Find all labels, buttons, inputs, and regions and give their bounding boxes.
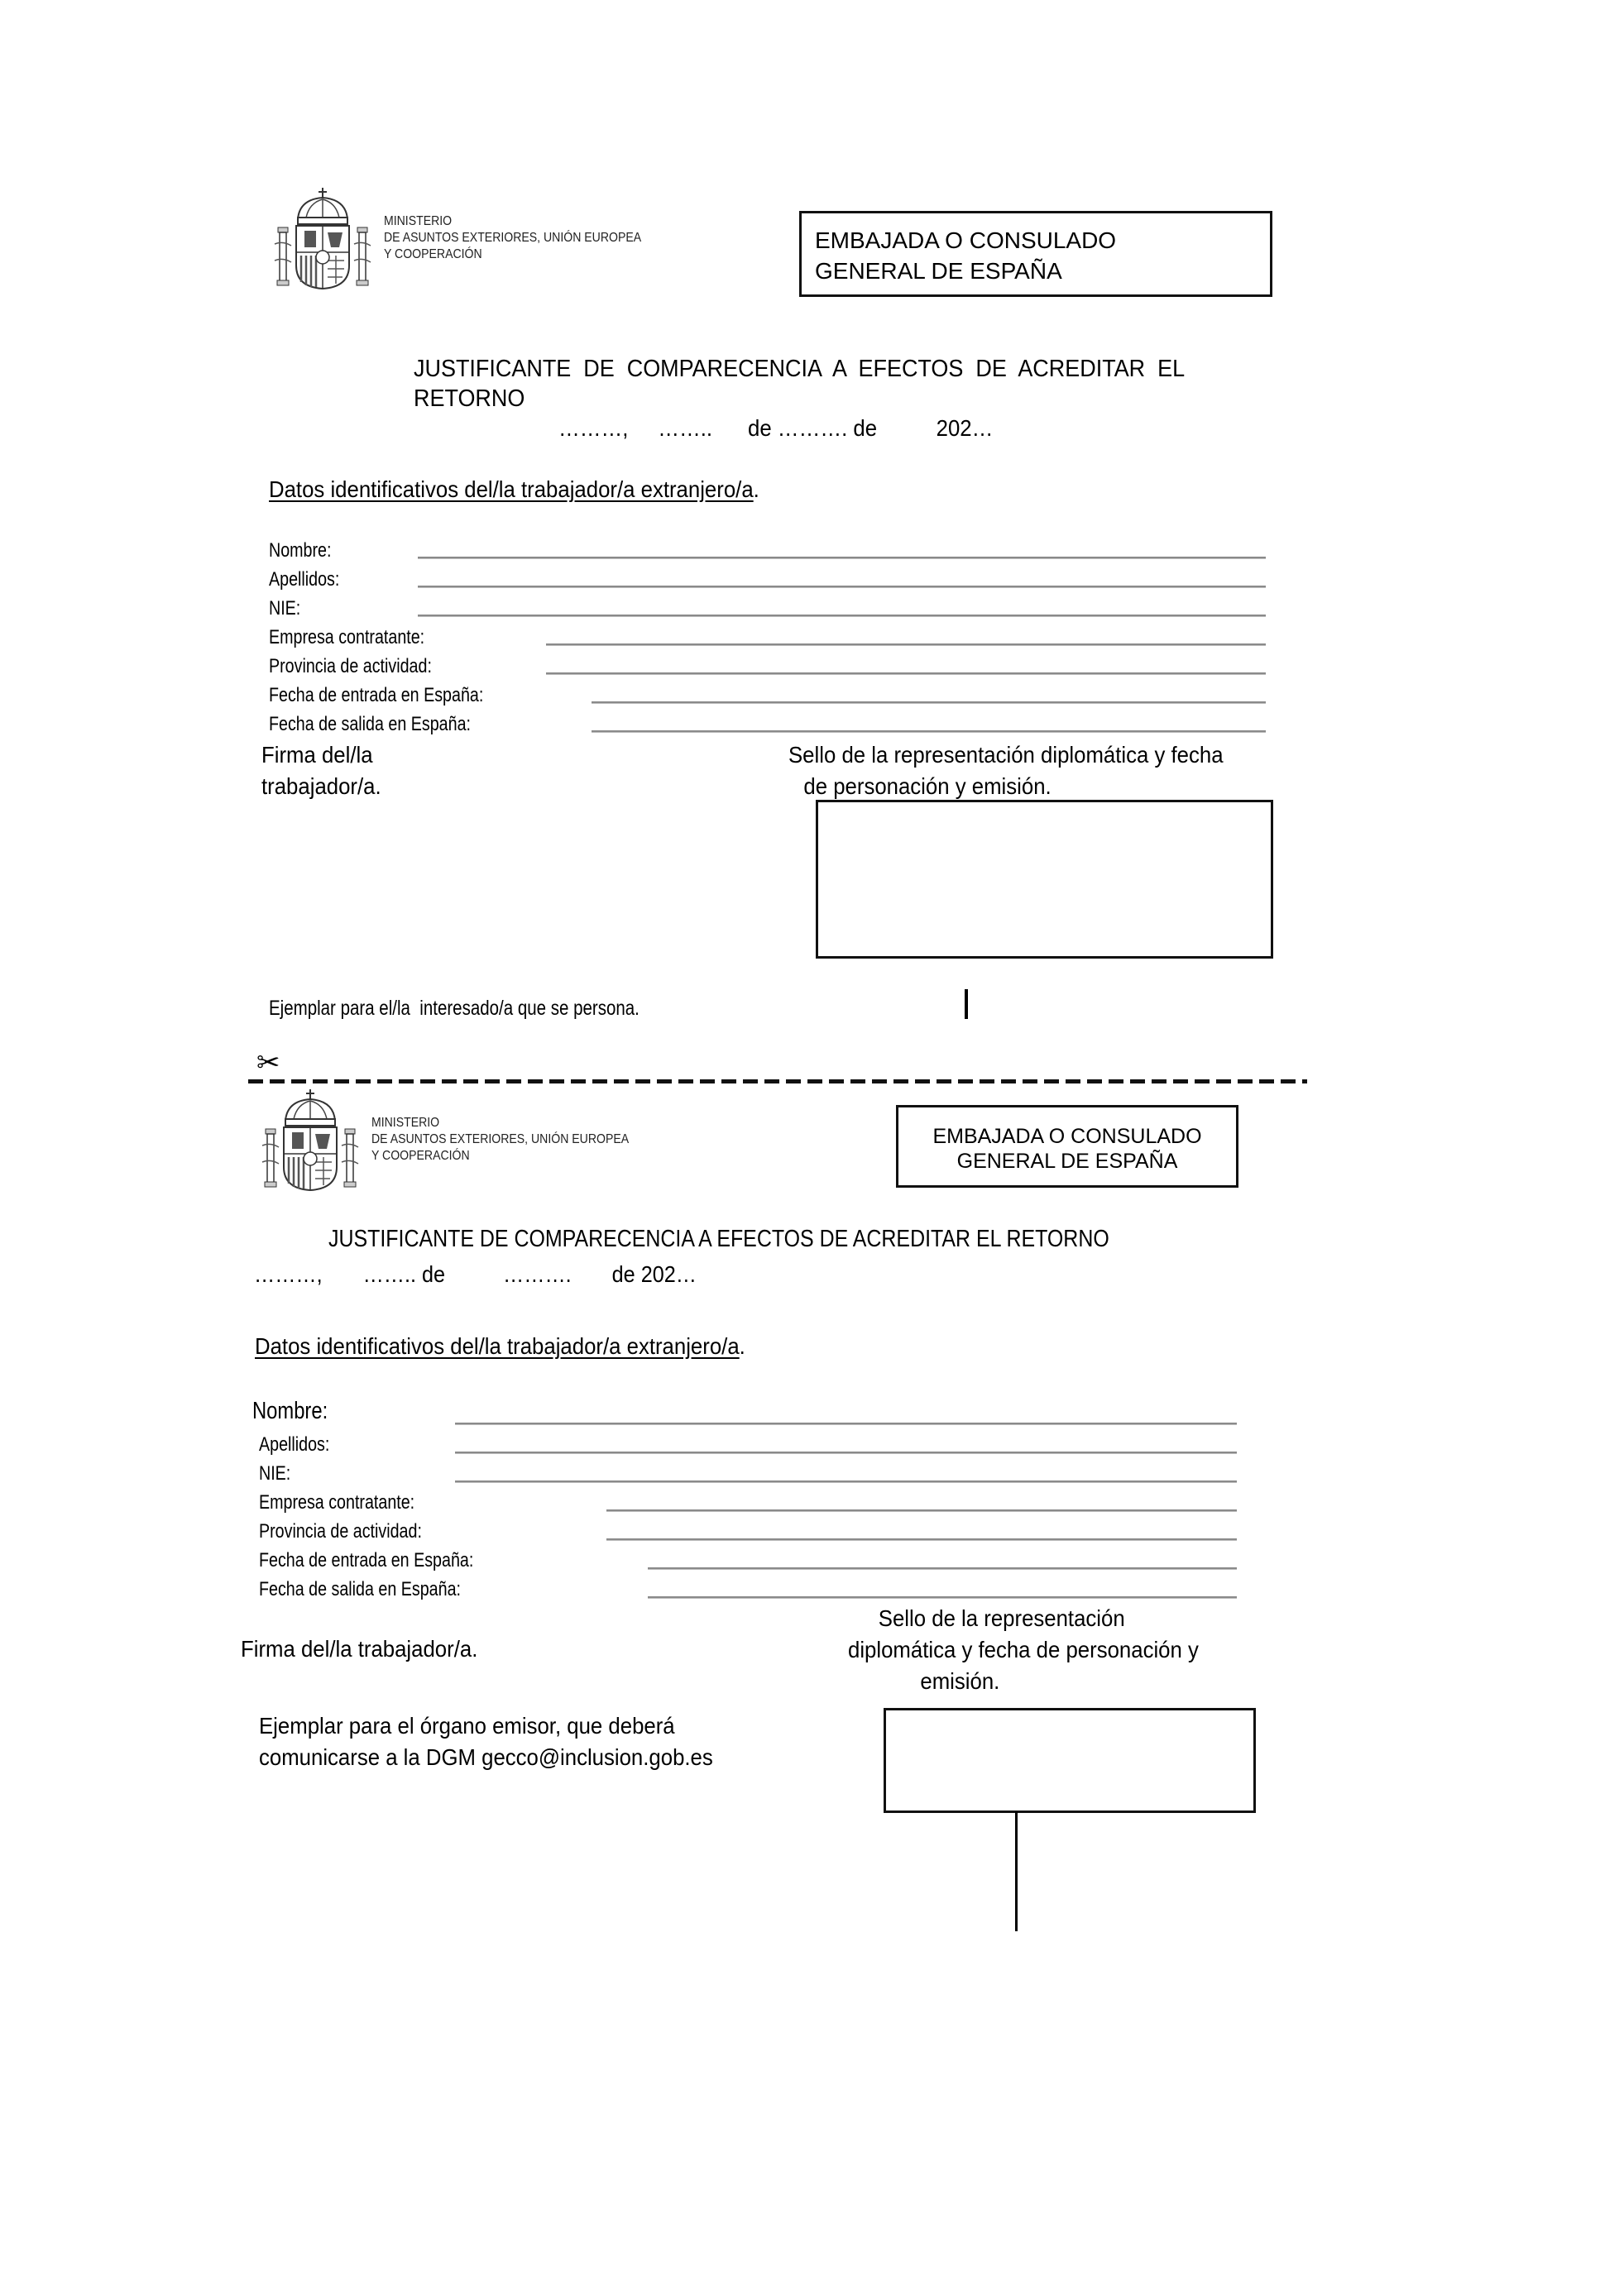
field-label-apellidos: Apellidos: xyxy=(259,1433,330,1456)
field-input-nombre[interactable] xyxy=(455,1423,1237,1425)
embassy-line-2: GENERAL DE ESPAÑA xyxy=(956,1150,1178,1173)
ministry-logo xyxy=(273,186,677,290)
stamp-label xyxy=(848,1603,1199,1697)
signature-label xyxy=(261,739,381,802)
document-title xyxy=(414,354,1185,414)
embassy-line-2: GENERAL DE ESPAÑA xyxy=(815,258,1062,284)
field-label-empresa: Empresa contratante: xyxy=(259,1491,415,1514)
stamp-label-line-2: diplomática y fecha de personación y xyxy=(848,1637,1199,1662)
logo-line-3: Y COOPERACIÓN xyxy=(384,247,482,261)
spain-coat-of-arms-icon xyxy=(261,1088,360,1192)
section-heading xyxy=(269,476,759,503)
title-line-1: JUSTIFICANTE DE COMPARECENCIA A EFECTOS DE ACREDITAR EL xyxy=(414,356,1186,382)
field-input-empresa[interactable] xyxy=(606,1509,1237,1512)
field-label-provincia: Provincia de actividad: xyxy=(269,655,432,677)
field-label-nombre: Nombre: xyxy=(269,539,332,562)
section-heading-period: . xyxy=(753,476,759,502)
date-line: ………, …….. de ………. de 202… xyxy=(254,1261,697,1287)
field-label-fecha-entrada: Fecha de entrada en España: xyxy=(259,1549,474,1571)
stamp-box[interactable] xyxy=(884,1708,1256,1813)
logo-line-1: MINISTERIO xyxy=(384,214,453,228)
logo-line-2: DE ASUNTOS EXTERIORES, UNIÓN EUROPEA xyxy=(384,231,642,245)
field-input-fecha-entrada[interactable] xyxy=(648,1567,1237,1570)
field-input-provincia[interactable] xyxy=(606,1538,1237,1541)
logo-line-1: MINISTERIO xyxy=(371,1116,440,1130)
field-input-fecha-salida[interactable] xyxy=(592,730,1266,733)
field-label-nie: NIE: xyxy=(269,597,301,619)
copy-note: Ejemplar para el/la interesado/a que se persona. xyxy=(269,997,640,1020)
field-input-apellidos[interactable] xyxy=(455,1452,1237,1454)
field-input-apellidos[interactable] xyxy=(418,586,1266,588)
logo-line-3: Y COOPERACIÓN xyxy=(371,1149,470,1163)
stamp-label-line-2: de personación y emisión. xyxy=(803,773,1052,799)
stamp-label-line-3: emisión. xyxy=(920,1668,1000,1694)
signature-label-line-1: Firma del/la xyxy=(261,742,373,768)
section-heading-text: Datos identificativos del/la trabajador/a extranjero/a xyxy=(269,476,754,502)
logo-line-2: DE ASUNTOS EXTERIORES, UNIÓN EUROPEA xyxy=(371,1132,630,1146)
field-label-nombre: Nombre: xyxy=(252,1398,328,1424)
field-input-nombre[interactable] xyxy=(418,557,1266,559)
field-label-apellidos: Apellidos: xyxy=(269,568,340,591)
date-line: ………, …….. de ………. de 202… xyxy=(558,415,994,441)
stamp-label xyxy=(788,739,1224,802)
section-heading xyxy=(255,1333,745,1360)
field-label-fecha-salida: Fecha de salida en España: xyxy=(259,1578,461,1600)
spain-coat-of-arms-icon xyxy=(273,186,372,290)
stamp-label-line-1: Sello de la representación xyxy=(878,1605,1125,1631)
embassy-box xyxy=(799,211,1272,297)
field-input-fecha-salida[interactable] xyxy=(648,1596,1237,1599)
copy-note-line-1: Ejemplar para el órgano emisor, que deberá xyxy=(259,1713,675,1739)
stamp-label-line-1: Sello de la representación diplomática y fecha xyxy=(788,742,1224,768)
document-title xyxy=(328,1224,1109,1254)
field-input-fecha-entrada[interactable] xyxy=(592,701,1266,704)
field-label-nie: NIE: xyxy=(259,1462,291,1485)
field-label-fecha-salida: Fecha de salida en España: xyxy=(269,713,471,735)
scissors-icon: ✂ xyxy=(256,1046,280,1079)
embassy-line-1: EMBAJADA O CONSULADO xyxy=(932,1125,1202,1148)
signature-label: Firma del/la trabajador/a. xyxy=(241,1636,478,1662)
copy-note xyxy=(259,1710,713,1773)
signature-label-line-2: trabajador/a. xyxy=(261,773,381,799)
cut-separator-line xyxy=(248,1079,1307,1083)
section-heading-period: . xyxy=(739,1333,745,1359)
stamp-box[interactable] xyxy=(816,800,1273,959)
field-input-provincia[interactable] xyxy=(546,672,1266,675)
field-input-nie[interactable] xyxy=(455,1480,1237,1483)
field-label-fecha-entrada: Fecha de entrada en España: xyxy=(269,684,484,706)
section-heading-text: Datos identificativos del/la trabajador/a extranjero/a xyxy=(255,1333,740,1359)
ministry-logo xyxy=(261,1088,664,1192)
embassy-line-1: EMBAJADA O CONSULADO xyxy=(815,227,1117,253)
connector-line xyxy=(1015,1811,1018,1931)
field-label-empresa: Empresa contratante: xyxy=(269,626,425,648)
title-line-2: RETORNO xyxy=(414,385,525,412)
text-cursor-mark xyxy=(965,989,968,1019)
copy-note-line-2: comunicarse a la DGM gecco@inclusion.gob.es xyxy=(259,1744,713,1770)
field-label-provincia: Provincia de actividad: xyxy=(259,1520,422,1543)
embassy-box xyxy=(896,1105,1238,1188)
title-line-1: JUSTIFICANTE DE COMPARECENCIA A EFECTOS DE ACREDITAR EL RETORNO xyxy=(328,1226,1109,1252)
field-input-empresa[interactable] xyxy=(546,643,1266,646)
field-input-nie[interactable] xyxy=(418,615,1266,617)
